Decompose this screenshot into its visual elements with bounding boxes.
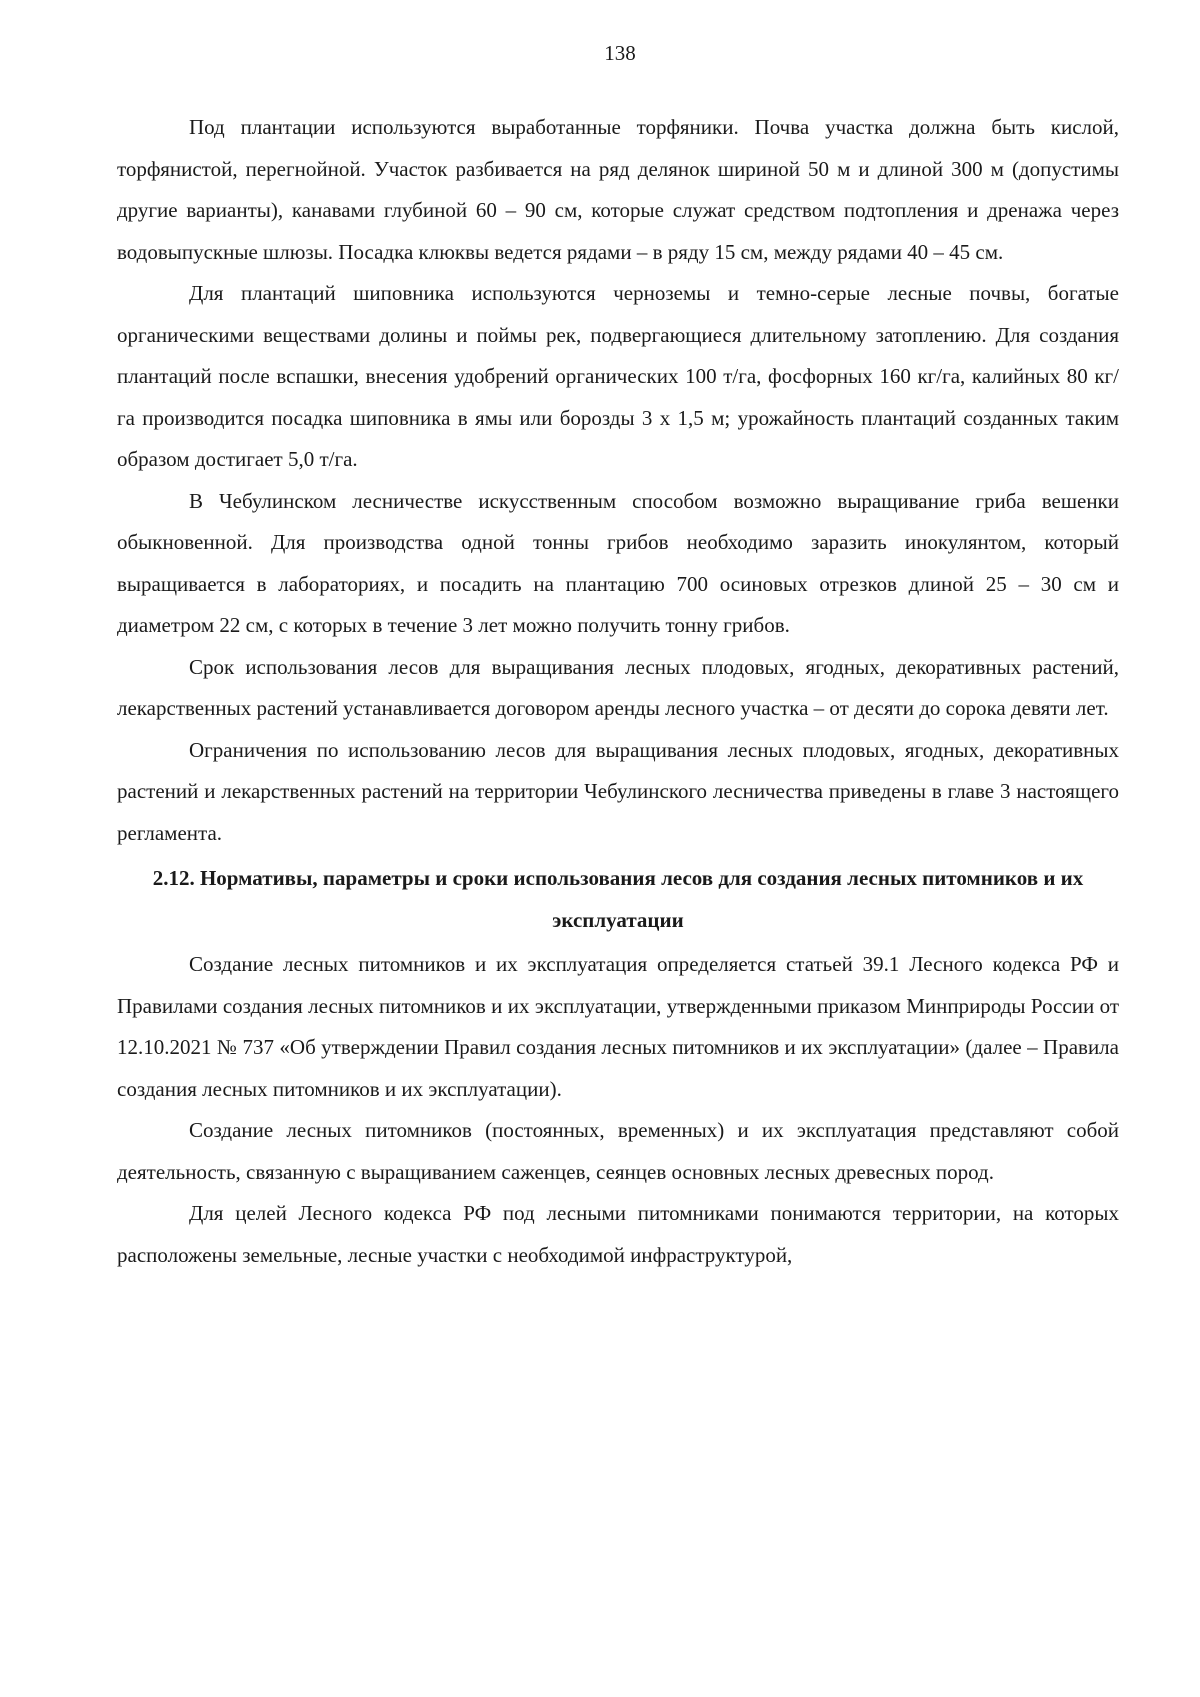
paragraph-nursery-definition: Для целей Лесного кодекса РФ под лесными питомниками понимаются территории, на которых расположены земельные, лесные участки с необходимой инфраструктурой, <box>117 1201 1119 1267</box>
paragraph-usage-term: Срок использования лесов для выращивания лесных плодовых, ягодных, декоративных растений, лекарственных растений устанавливается договором аренды лесного участка – от десяти до сорока девяти лет. <box>117 654 1119 720</box>
paragraph-cranberry-plantations: Под плантации используются выработанные торфяники. Почва участка должна быть кислой, торфянистой, перегнойной. Участок разбивается на ряд делянок шириной 50 м и длиной 300 м (допустимы другие варианты), канавами глубиной 60 – 90 см, которые служат средством подтопления и дренажа через водовыпускные шлюзы. Посадка клюквы ведется рядами – в ряду 15 см, между рядами 40 – 45 см. <box>117 115 1119 264</box>
paragraph-nursery-creation: Создание лесных питомников и их эксплуатация определяется статьей 39.1 Лесного кодекса РФ и Правилами создания лесных питомников и их эксплуатации, утвержденными приказом Минприроды России от 12.10.2021 № 737 «Об утверждении Правил создания лесных питомников и их эксплуатации» (далее – Правила создания лесных питомников и их эксплуатации). <box>117 952 1119 1101</box>
page-body <box>117 107 1119 1276</box>
page-number: 138 <box>604 41 636 65</box>
paragraph-nursery-activity: Создание лесных питомников (постоянных, временных) и их эксплуатация представляют собой деятельность, связанную с выращиванием саженцев, сеянцев основных лесных древесных пород. <box>117 1118 1119 1184</box>
section-heading: 2.12. Нормативы, параметры и сроки использования лесов для создания лесных питомников и их эксплуатации <box>152 866 1084 932</box>
paragraph-usage-restrictions: Ограничения по использованию лесов для выращивания лесных плодовых, ягодных, декоративных растений и лекарственных растений на территории Чебулинского лесничества приведены в главе 3 настоящего регламента. <box>117 737 1119 845</box>
paragraph-rosehip-plantations: Для плантаций шиповника используются черноземы и темно-серые лесные почвы, богатые органическими веществами долины и поймы рек, подвергающиеся длительному затоплению. Для создания плантаций после вспашки, внесения удобрений органических 100 т/га, фосфорных 160 кг/га, калийных 80 кг/га производится посадка шиповника в ямы или борозды 3 х 1,5 м; урожайность плантаций созданных таким образом достигает 5,0 т/га. <box>117 281 1119 471</box>
paragraph-oyster-mushroom: В Чебулинском лесничестве искусственным способом возможно выращивание гриба вешенки обыкновенной. Для производства одной тонны грибов необходимо заразить инокулянтом, который выращивается в лабораториях, и посадить на плантацию 700 осиновых отрезков длиной 25 – 30 см и диаметром 22 см, с которых в течение 3 лет можно получить тонну грибов. <box>117 488 1119 637</box>
